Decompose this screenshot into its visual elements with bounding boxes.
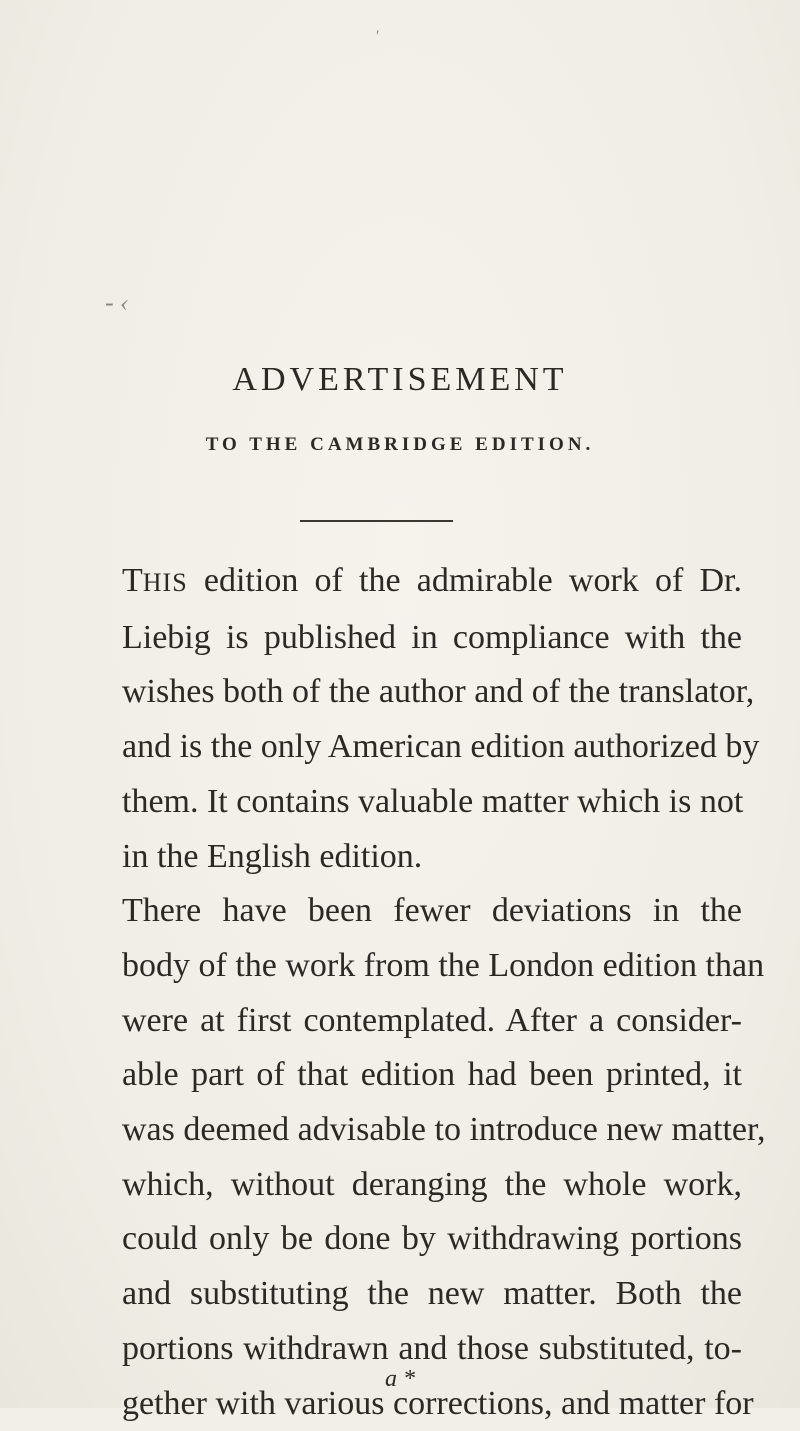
signature-mark: a *: [385, 1366, 415, 1392]
page-subtitle: TO THE CAMBRIDGE EDITION.: [205, 434, 595, 455]
text-line: There have been fewer deviations in the: [122, 892, 742, 930]
text-line: them. It contains valuable matter which is not: [122, 782, 744, 820]
text-line-content: edition of the admirable work of Dr.: [187, 562, 742, 599]
text-line: and substituting the new matter. Both the: [122, 1275, 742, 1313]
text-line: able part of that edition had been printed, it: [122, 1056, 742, 1094]
text-line: gether with various corrections, and matter for: [122, 1384, 754, 1422]
body-text: [122, 554, 766, 1431]
stray-pencil-mark: - ‹: [105, 288, 129, 317]
text-line: were at first contemplated. After a consider-: [122, 1001, 742, 1039]
text-line: and is the only American edition authorized by: [122, 728, 760, 766]
page-title: ADVERTISEMENT: [232, 361, 568, 398]
text-line: Liebig is published in compliance with the: [122, 618, 742, 656]
text-line: could only be done by withdrawing portions: [122, 1220, 742, 1258]
text-line: in the English edition.: [122, 837, 423, 875]
text-line: wishes both of the author and of the translator,: [122, 673, 755, 711]
small-caps-word: HIS: [142, 568, 188, 597]
section-divider: [300, 520, 453, 522]
text-line: body of the work from the London edition than: [122, 946, 765, 984]
drop-initial: T: [122, 562, 143, 599]
stray-pencil-mark: ′: [375, 28, 379, 45]
text-line: [122, 554, 742, 611]
text-line: which, without deranging the whole work,: [122, 1165, 742, 1203]
text-line: portions withdrawn and those substituted, to-: [122, 1329, 742, 1367]
text-line: was deemed advisable to introduce new matter,: [122, 1111, 766, 1149]
